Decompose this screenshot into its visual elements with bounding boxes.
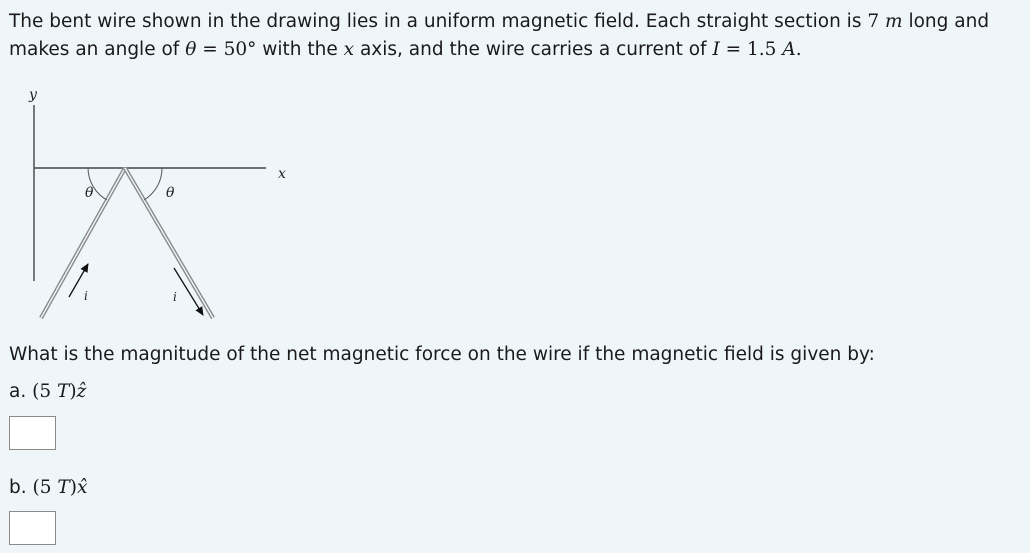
- length-unit: m: [885, 11, 903, 32]
- right-angle-arc: [144, 168, 162, 200]
- part-a-letter: a.: [9, 381, 27, 402]
- right-current-label: i: [173, 290, 177, 304]
- part-b-letter: b.: [9, 477, 27, 498]
- part-b-label: [9, 475, 87, 501]
- part-a-field-unit: T: [56, 381, 70, 402]
- part-b-answer-input[interactable]: [9, 511, 56, 545]
- equals-sign: =: [196, 39, 224, 60]
- x-symbol: x: [343, 39, 355, 60]
- intro-period: .: [795, 39, 802, 60]
- bent-wire-diagram: [28, 85, 298, 330]
- angle-value: 50°: [223, 39, 257, 60]
- part-a-field-close: ): [69, 381, 77, 402]
- current-unit: A: [782, 39, 796, 60]
- left-wire-section: [41, 168, 125, 318]
- intro-text-2: long and makes an angle of: [9, 11, 990, 60]
- theta-symbol: θ: [185, 39, 197, 60]
- part-b-field-close: ): [69, 477, 77, 498]
- x-axis-label: x: [278, 166, 286, 182]
- intro-text-1: The bent wire shown in the drawing lies in a uniform magnetic field. Each straight section is: [9, 11, 868, 32]
- part-a-direction: ẑ: [76, 381, 87, 402]
- intro-text-4: axis, and the wire carries a current of: [354, 39, 713, 60]
- intro-text-3: with the: [256, 39, 344, 60]
- part-a-label: [9, 379, 86, 405]
- left-current-label: i: [84, 289, 88, 303]
- part-b-field-value: (5: [32, 477, 58, 498]
- length-value: 7: [867, 11, 880, 32]
- part-b-direction: x̂: [76, 477, 88, 498]
- problem-statement: [9, 8, 1024, 64]
- part-b-field-unit: T: [57, 477, 70, 498]
- left-angle-label: θ: [85, 185, 94, 201]
- y-axis-label: y: [29, 87, 37, 103]
- current-equals: =: [719, 39, 748, 60]
- question-text: What is the magnitude of the net magnetic force on the wire if the magnetic field is given by:: [9, 344, 875, 365]
- right-angle-label: θ: [166, 185, 175, 201]
- part-a-answer-input[interactable]: [9, 416, 56, 450]
- part-a-field-value: (5: [32, 381, 57, 402]
- current-symbol: I: [712, 39, 720, 60]
- current-value: 1.5: [747, 39, 777, 60]
